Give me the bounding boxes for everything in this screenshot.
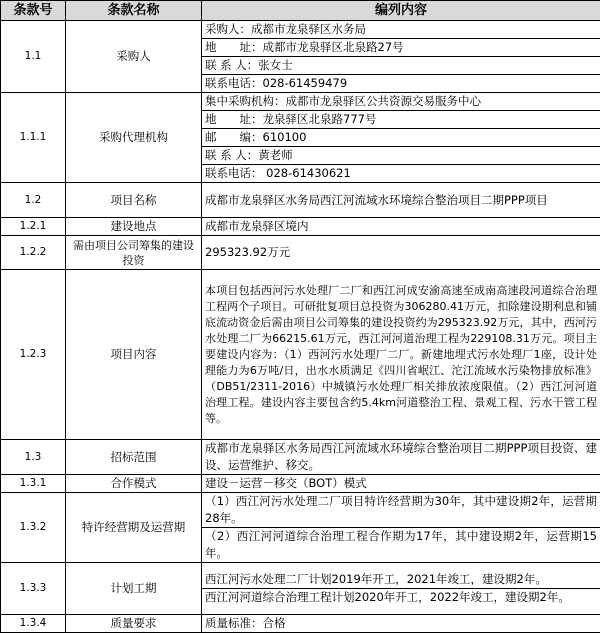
clause-content: 成都市龙泉驿区水务局西江河流域水环境综合整治项目二期PPP项目投资、建设、运营维护、移交。: [202, 440, 600, 475]
table-row: [1, 183, 600, 218]
clause-content: [202, 21, 600, 93]
clause-number: 1.3.4: [1, 615, 66, 633]
clause-name: 项目内容: [66, 270, 202, 440]
table-row: [1, 236, 600, 270]
clause-number: 1.2.1: [1, 218, 66, 236]
table-row: [1, 440, 600, 475]
clause-name: 计划工期: [66, 563, 202, 615]
table-row: [1, 93, 600, 183]
content-line: 联 系 人：张女士: [202, 57, 600, 75]
clause-number: 1.2: [1, 183, 66, 218]
table-row: [1, 218, 600, 236]
clause-name: 质量要求: [66, 615, 202, 633]
clause-number: 1.1.1: [1, 93, 66, 183]
clause-content: 成都市龙泉驿区境内: [202, 218, 600, 236]
clause-content: [202, 563, 600, 615]
table-header-row: [1, 1, 600, 21]
clause-name: 招标范围: [66, 440, 202, 475]
header-content: 编列内容: [202, 1, 600, 21]
content-line: 邮 编：610100: [202, 129, 600, 147]
clause-number: 1.2.2: [1, 236, 66, 270]
clause-name: 需由项目公司筹集的建设投资: [66, 236, 202, 270]
clause-number: 1.3: [1, 440, 66, 475]
clause-content: 成都市龙泉驿区水务局西江河流域水环境综合整治项目二期PPP项目: [202, 183, 600, 218]
clause-name: 项目名称: [66, 183, 202, 218]
clause-number: 1.1: [1, 21, 66, 93]
clause-content: [202, 493, 600, 563]
clause-number: 1.3.2: [1, 493, 66, 563]
clause-name: 采购代理机构: [66, 93, 202, 183]
content-line: 地 址：成都市龙泉驿区北泉路27号: [202, 39, 600, 57]
table-row: [1, 493, 600, 563]
content-line: 联系电话：028-61459479: [202, 75, 600, 92]
clause-content: 本项目包括西河污水处理厂二厂和西江河成安渝高速至成南高速段河道综合治理工程两个子项目。可研批复项目总投资为306280.41万元，扣除建设期利息和铺底流动资金后需由项目公司筹集的建设投资约为295323.92万元，其中，西河污水处理二厂为66215.61万元，西江河河道治理工程为229108.31万元。项目主要建设内容为：（1）西河污水处理厂二厂。新建地埋式污水处理厂1座，设计处理能力为6万吨/日，出水水质满足《四川省岷江、沱江流域水污染物排放标准》（DB51/2311-2016）中城镇污水处理厂相关排放浓度限值。（2）西江河河道治理工程。建设内容主要包含约5.4km河道整治工程、景观工程、污水干管工程等。: [202, 270, 600, 440]
clause-content: 质量标准：合格: [202, 615, 600, 633]
clause-name: 采购人: [66, 21, 202, 93]
clause-number: 1.3.3: [1, 563, 66, 615]
table-row: [1, 563, 600, 615]
clause-name: 合作模式: [66, 475, 202, 493]
content-paragraph: （1）西江河污水处理二厂项目特许经营期为30年，其中建设期2年，运营期28年。: [202, 493, 600, 528]
content-paragraph: （2）西江河河道综合治理工程合作期为17年，其中建设期2年，运营期15年。: [202, 528, 600, 562]
content-paragraph: 西江河河道综合治理工程计划2020年开工，2022年竣工，建设期2年。: [202, 589, 600, 606]
table-row: [1, 475, 600, 493]
content-paragraph: 西江河污水处理二厂计划2019年开工，2021年竣工，建设期2年。: [202, 571, 600, 589]
content-line: 联系电话： 028-61430621: [202, 165, 600, 182]
header-clause-number: 条款号: [1, 1, 66, 21]
content-line: 地 址：龙泉驿区北泉路777号: [202, 111, 600, 129]
content-line: 采购人：成都市龙泉驿区水务局: [202, 21, 600, 39]
table-row: [1, 21, 600, 93]
clause-name: 特许经营期及运营期: [66, 493, 202, 563]
content-line: 联 系 人：黄老师: [202, 147, 600, 165]
clause-content: 建设－运营－移交（BOT）模式: [202, 475, 600, 493]
clause-content: [202, 93, 600, 183]
clause-number: 1.3.1: [1, 475, 66, 493]
content-line: 集中采购机构：成都市龙泉驿区公共资源交易服务中心: [202, 93, 600, 111]
clause-content: 295323.92万元: [202, 236, 600, 270]
table-row: [1, 615, 600, 633]
table-row: [1, 270, 600, 440]
header-clause-name: 条款名称: [66, 1, 202, 21]
clause-number: 1.2.3: [1, 270, 66, 440]
clause-name: 建设地点: [66, 218, 202, 236]
